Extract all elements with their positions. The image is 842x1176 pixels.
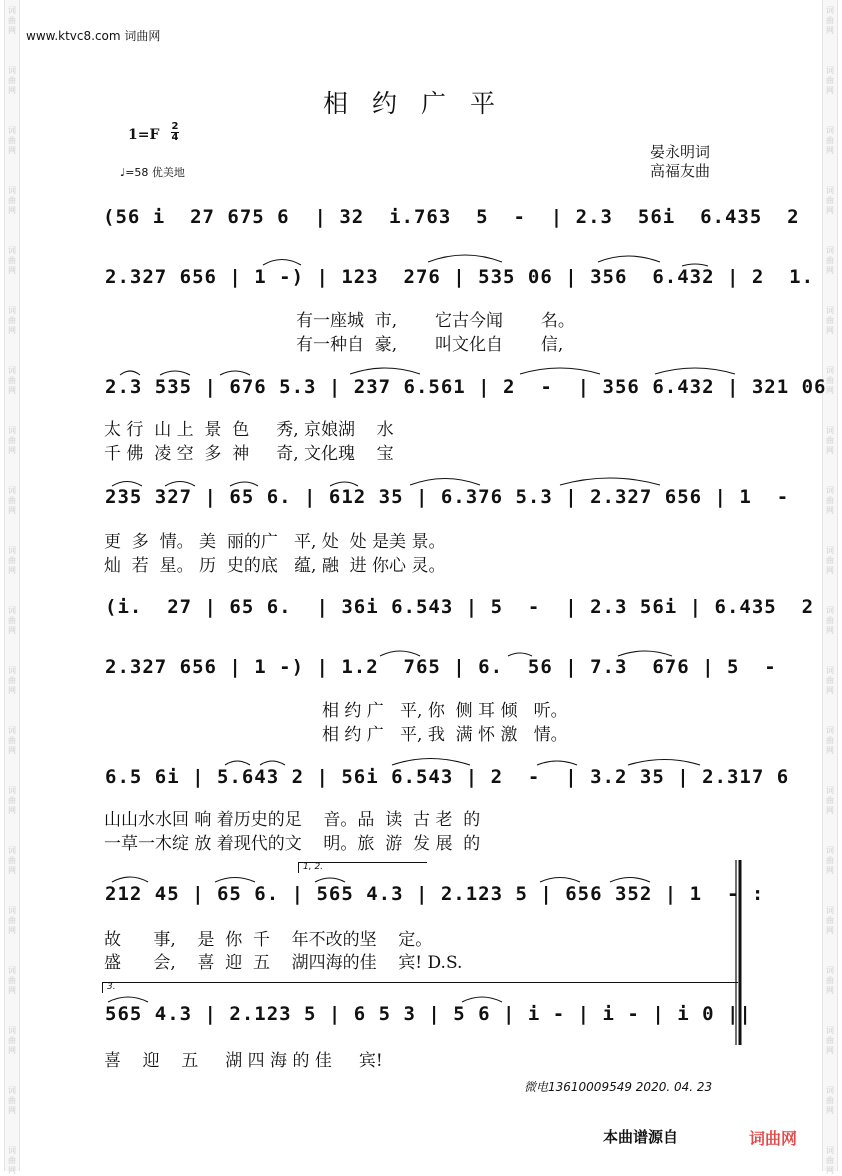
lyric-row6-verse2: 一草一木绽 放 着现代的文 明。旅 游 发 展 的 bbox=[104, 834, 481, 854]
notation-row-8: 212 45 | 65 6. | 565 4.3 | 2.123 5 | 656 352 | 1 - : bbox=[105, 883, 765, 905]
time-signature-top: 2 bbox=[171, 121, 179, 132]
side-watermark-mark: 词 曲 网 bbox=[8, 126, 16, 155]
brand-logo[interactable]: 词曲网 bbox=[749, 1129, 798, 1148]
side-watermark-mark: 词 曲 网 bbox=[8, 606, 16, 635]
time-signature bbox=[171, 122, 179, 143]
lyric-row1-verse1: 有一座城 市, 它古今闻 名。 bbox=[296, 311, 575, 331]
volta-third-bracket bbox=[102, 982, 738, 993]
side-watermark-mark: 词 曲 网 bbox=[826, 846, 834, 875]
tempo-marking: ♩=58 优美地 bbox=[120, 166, 185, 179]
side-watermark-mark: 词 曲 网 bbox=[826, 66, 834, 95]
side-watermark-mark: 词 曲 网 bbox=[826, 906, 834, 935]
side-watermark-mark: 词 曲 网 bbox=[826, 6, 834, 35]
source-label: 本曲谱源自 bbox=[603, 1128, 679, 1146]
composer-credit: 高福友曲 bbox=[650, 162, 711, 180]
side-watermark-mark: 词 曲 网 bbox=[826, 606, 834, 635]
side-watermark-mark: 词 曲 网 bbox=[8, 6, 16, 35]
side-watermark-mark: 词 曲 网 bbox=[826, 246, 834, 275]
side-watermark-mark: 词 曲 网 bbox=[826, 426, 834, 455]
side-watermark-mark: 词 曲 网 bbox=[8, 966, 16, 995]
lyricist-credit: 晏永明词 bbox=[650, 143, 711, 161]
side-watermark-mark: 词 曲 网 bbox=[8, 666, 16, 695]
side-watermark-mark: 词 曲 网 bbox=[826, 1026, 834, 1055]
volta-first-label: 1, 2. bbox=[303, 862, 324, 872]
side-watermark-mark: 词 曲 网 bbox=[8, 246, 16, 275]
notation-row-7: 6.5 6i | 5.643 2 | 56i 6.543 | 2 - | 3.2 35 | 2.317 6 bbox=[105, 766, 790, 788]
side-watermark-mark: 词 曲 网 bbox=[826, 786, 834, 815]
lyric-row3-verse2: 灿 若 星。 历 史的底 蕴, 融 进 你心 灵。 bbox=[104, 556, 446, 576]
lyric-row7-verse2: 盛 会, 喜 迎 五 湖四海的佳 宾! D.S. bbox=[104, 953, 463, 973]
lyric-row7-verse1: 故 事, 是 你 千 年不改的坚 定。 bbox=[104, 930, 433, 950]
side-watermark-mark: 词 曲 网 bbox=[826, 186, 834, 215]
side-watermark-mark: 词 曲 网 bbox=[8, 726, 16, 755]
side-watermark-mark: 词 曲 网 bbox=[8, 1026, 16, 1055]
site-header[interactable]: www.ktvc8.com 词曲网 bbox=[26, 29, 161, 43]
side-watermark-mark: 词 曲 网 bbox=[8, 546, 16, 575]
side-watermark-mark: 词 曲 网 bbox=[8, 186, 16, 215]
side-watermark-mark: 词 曲 网 bbox=[8, 486, 16, 515]
side-watermark-mark: 词 曲 网 bbox=[826, 366, 834, 395]
side-watermark-mark: 词 曲 网 bbox=[8, 426, 16, 455]
side-watermark-mark: 词 曲 网 bbox=[826, 726, 834, 755]
notation-row-9: 565 4.3 | 2.123 5 | 6 5 3 | 5 6 | i - | i - | i 0 || bbox=[105, 1003, 752, 1025]
lyric-row6-verse1: 山山水水回 响 着历史的足 音。品 读 古 老 的 bbox=[104, 810, 481, 830]
notation-row-4: 235 327 | 65 6. | 612 35 | 6.376 5.3 | 2.327 656 | 1 - bbox=[105, 486, 790, 508]
side-watermark-mark: 词 曲 网 bbox=[8, 846, 16, 875]
side-watermark-mark: 词 曲 网 bbox=[8, 66, 16, 95]
side-watermark-mark: 词 曲 网 bbox=[826, 126, 834, 155]
notation-row-2: 2.327 656 | 1 -) | 123 276 | 535 06 | 356 6.432 | 2 1. bbox=[105, 266, 815, 288]
time-signature-bottom: 4 bbox=[171, 132, 179, 143]
side-watermark-mark: 词 曲 网 bbox=[826, 306, 834, 335]
key-signature: 1=F bbox=[128, 127, 160, 143]
lyric-row2-verse2: 千 佛 凌 空 多 神 奇, 文化瑰 宝 bbox=[104, 444, 394, 464]
lyric-row5-verse2: 相 约 广 平, 我 满 怀 激 情。 bbox=[322, 725, 568, 745]
lyric-row2-verse1: 太 行 山 上 景 色 秀, 京娘湖 水 bbox=[104, 420, 394, 440]
volta-third-label: 3. bbox=[107, 982, 116, 992]
notation-row-6: 2.327 656 | 1 -) | 1.2 765 | 6. 56 | 7.3 676 | 5 - bbox=[105, 656, 777, 678]
side-watermark-mark: 词 曲 网 bbox=[826, 1146, 834, 1175]
notation-row-1: (56 i 27 675 6 | 32 i.763 5 - | 2.3 56i 6.435 2 bbox=[103, 206, 800, 228]
side-watermark-mark: 词 曲 网 bbox=[8, 906, 16, 935]
footer-note: 微电13610009549 2020. 04. 23 bbox=[524, 1080, 713, 1094]
side-watermark-mark: 词 曲 网 bbox=[826, 1086, 834, 1115]
lyric-row1-verse2: 有一种自 豪, 叫文化自 信, bbox=[296, 335, 564, 355]
side-watermark-mark: 词 曲 网 bbox=[8, 366, 16, 395]
notation-row-5: (i. 27 | 65 6. | 36i 6.543 | 5 - | 2.3 56i | 6.435 2 bbox=[105, 596, 815, 618]
side-watermark-mark: 词 曲 网 bbox=[8, 306, 16, 335]
side-watermark-mark: 词 曲 网 bbox=[826, 546, 834, 575]
lyric-row5-verse1: 相 约 广 平, 你 侧 耳 倾 听。 bbox=[322, 701, 568, 721]
side-watermark-mark: 词 曲 网 bbox=[826, 966, 834, 995]
side-watermark-mark: 词 曲 网 bbox=[8, 1146, 16, 1175]
lyric-row8-verse1: 喜 迎 五 湖 四 海 的 佳 宾! bbox=[104, 1051, 383, 1071]
side-watermark-mark: 词 曲 网 bbox=[8, 786, 16, 815]
notation-row-3: 2.3 535 | 676 5.3 | 237 6.561 | 2 - | 356 6.432 | 321 06 bbox=[105, 376, 827, 398]
volta-first-bracket bbox=[298, 862, 427, 873]
song-title: 相约广平 bbox=[322, 89, 519, 118]
side-watermark-mark: 词 曲 网 bbox=[826, 486, 834, 515]
side-watermark-mark: 词 曲 网 bbox=[826, 666, 834, 695]
lyric-row3-verse1: 更 多 情。 美 丽的广 平, 处 处 是美 景。 bbox=[104, 532, 446, 552]
side-watermark-mark: 词 曲 网 bbox=[8, 1086, 16, 1115]
